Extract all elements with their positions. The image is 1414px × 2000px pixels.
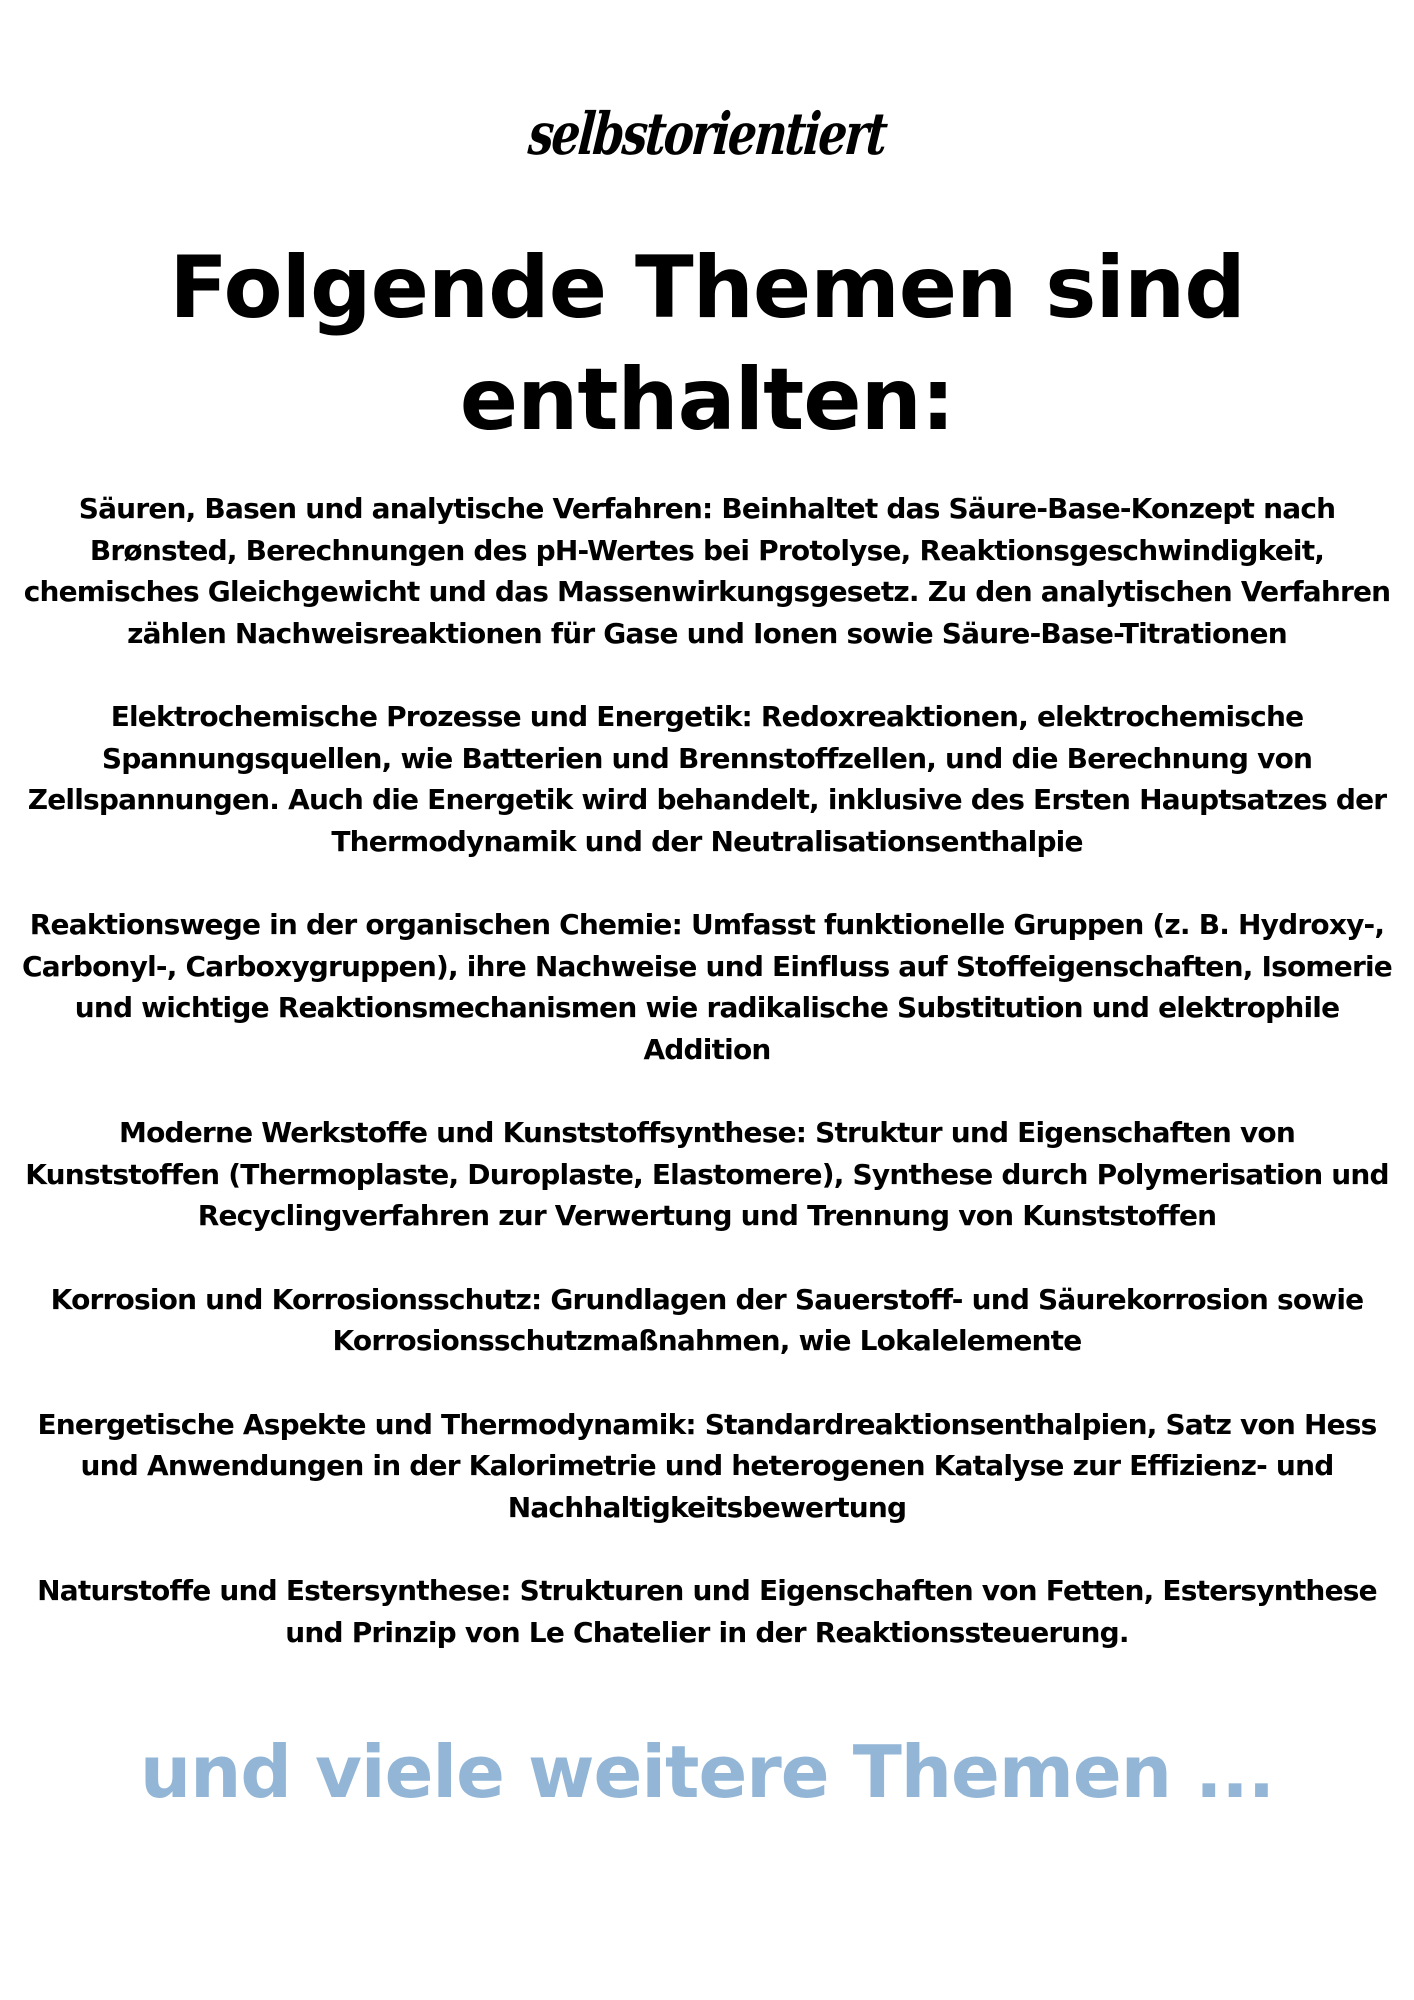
- topic-electrochemistry: Elektrochemische Prozesse und Energetik: Redoxreaktionen, elektrochemische Spannungsquellen, wie Batterien und Brennstoffzellen, und die Berechnung von Zellspannungen. Auch die Energetik wird behandelt, inklusive des Ersten Hauptsatzes der Thermodynamik und der Neutralisationsenthalpie: [27, 700, 1387, 858]
- topic-organic-chemistry: Reaktionswege in der organischen Chemie: Umfasst funktionelle Gruppen (z. B. Hydroxy-, Carbonyl-, Carboxygruppen), ihre Nachweise und Einfluss auf Stoffeigenschaften, Isomerie und wichtige Reaktionsmechanismen wie radikalische Substitution und elektrophile Addition: [22, 908, 1392, 1066]
- brand-logo: selbstorientiert: [525, 100, 889, 168]
- footer-teaser: und viele weitere Themen ...: [139, 1730, 1275, 1814]
- page-title: Folgende Themen sind enthalten:: [169, 238, 1245, 450]
- topic-modern-materials: Moderne Werkstoffe und Kunststoffsynthese: Struktur und Eigenschaften von Kunststoffen (Thermoplaste, Duroplaste, Elastomere), Synthese durch Polymerisation und Recyclingverfahren zur Verwertung und Trennung von Kunststoffen: [25, 1116, 1389, 1232]
- topic-corrosion: Korrosion und Korrosionsschutz: Grundlagen der Sauerstoff- und Säurekorrosion sowie Korrosionsschutzmaßnahmen, wie Lokalelemente: [50, 1282, 1364, 1357]
- topic-thermodynamics: Energetische Aspekte und Thermodynamik: Standardreaktionsenthalpien, Satz von Hess und Anwendungen in der Kalorimetrie und heterogenen Katalyse zur Effizienz- und Nachhaltigkeitsbewertung: [37, 1407, 1377, 1524]
- topic-acids-bases: Säuren, Basen und analytische Verfahren: Beinhaltet das Säure-Base-Konzept nach Brønsted, Berechnungen des pH-Wertes bei Protolyse, Reaktionsgeschwindigkeit, chemisches Gleichgewicht und das Massenwirkungsgesetz. Zu den analytischen Verfahren zählen Nachweisreaktionen für Gase und Ionen sowie Säure-Base-Titrationen: [23, 492, 1391, 650]
- topic-natural-substances: Naturstoffe und Estersynthese: Strukturen und Eigenschaften von Fetten, Estersynthese und Prinzip von Le Chatelier in der Reaktionssteuerung.: [37, 1574, 1377, 1649]
- topic-list: [20, 488, 1394, 1695]
